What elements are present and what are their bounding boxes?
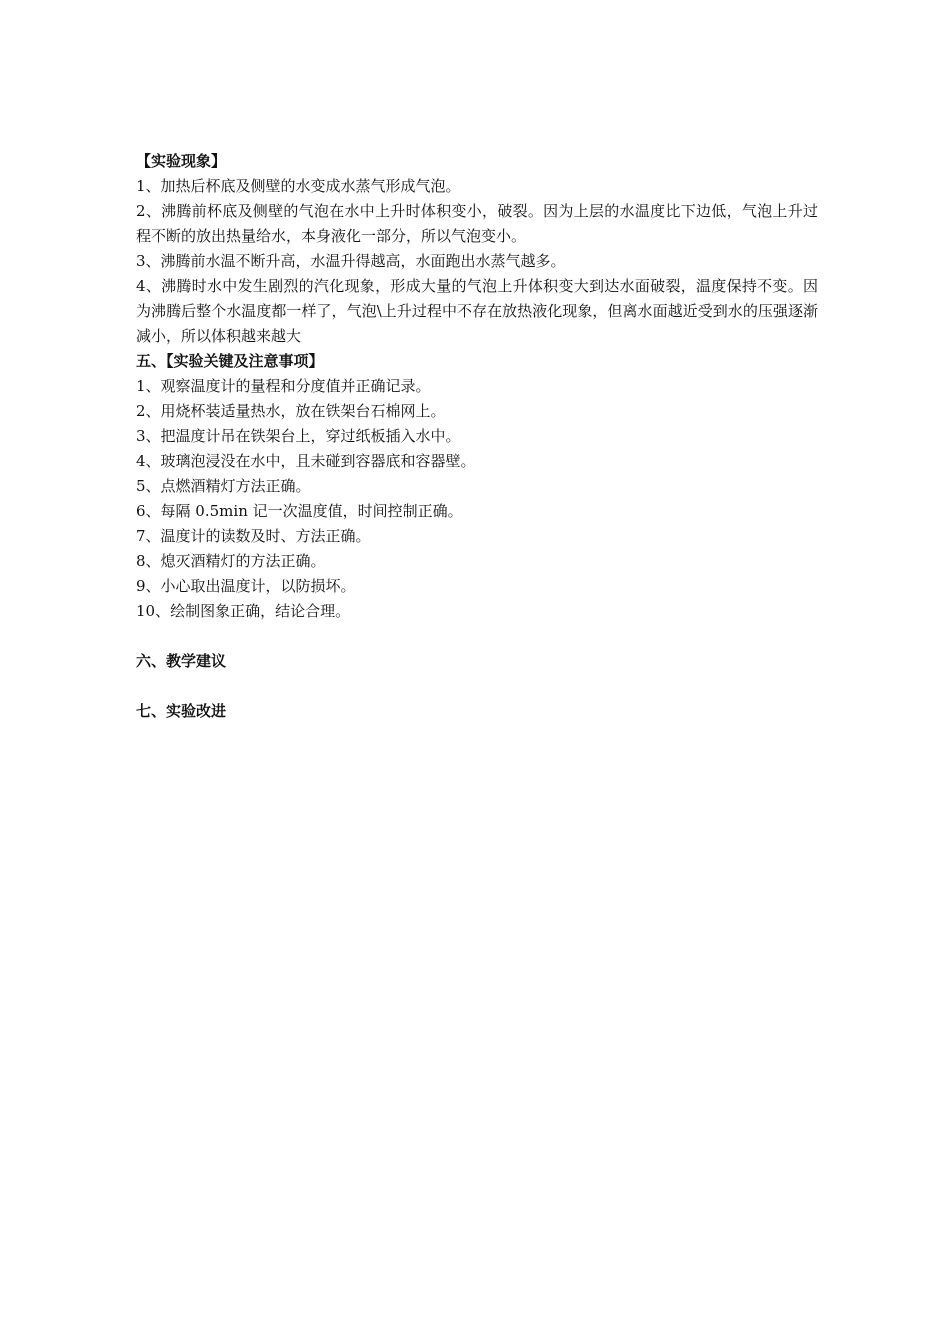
key-points-section [136,349,818,624]
teaching-suggestions-heading: 六、教学建议 [136,652,227,670]
key-point-item: 10、绘制图象正确，结论合理。 [136,602,351,620]
improvements-heading: 七、实验改进 [136,702,227,720]
document-page [136,149,818,724]
phenomena-item: 4、沸腾时水中发生剧烈的汽化现象，形成大量的气泡上升体积变大到达水面破裂，温度保持不变。因为沸腾后整个水温度都一样了，气泡\上升过程中不存在放热液化现象，但离水面越近受到水的压强逐渐减小，所以体积越来越大 [136,277,818,345]
phenomena-item: 2、沸腾前杯底及侧壁的气泡在水中上升时体积变小，破裂。因为上层的水温度比下边低，气泡上升过程不断的放出热量给水，本身液化一部分，所以气泡变小。 [136,202,818,245]
key-point-item: 6、每隔 0.5min 记一次温度值，时间控制正确。 [136,502,463,520]
key-point-item: 9、小心取出温度计，以防损坏。 [136,577,356,595]
key-points-heading: 五、【实验关键及注意事项】 [136,352,324,370]
key-point-item: 8、熄灭酒精灯的方法正确。 [136,552,326,570]
key-point-item: 5、点燃酒精灯方法正确。 [136,477,311,495]
key-point-item: 2、用烧杯装适量热水，放在铁架台石棉网上。 [136,402,446,420]
phenomena-section [136,149,818,349]
spacer [136,674,818,699]
phenomena-item: 3、沸腾前水温不断升高，水温升得越高，水面跑出水蒸气越多。 [136,252,566,270]
phenomena-item: 1、加热后杯底及侧壁的水变成水蒸气形成气泡。 [136,177,461,195]
spacer [136,624,818,649]
key-point-item: 3、把温度计吊在铁架台上，穿过纸板插入水中。 [136,427,461,445]
teaching-suggestions-section [136,649,818,674]
phenomena-heading: 【实验现象】 [136,152,227,170]
key-point-item: 7、温度计的读数及时、方法正确。 [136,527,371,545]
improvements-section [136,699,818,724]
key-point-item: 4、玻璃泡浸没在水中，且未碰到容器底和容器壁。 [136,452,476,470]
key-point-item: 1、观察温度计的量程和分度值并正确记录。 [136,377,431,395]
